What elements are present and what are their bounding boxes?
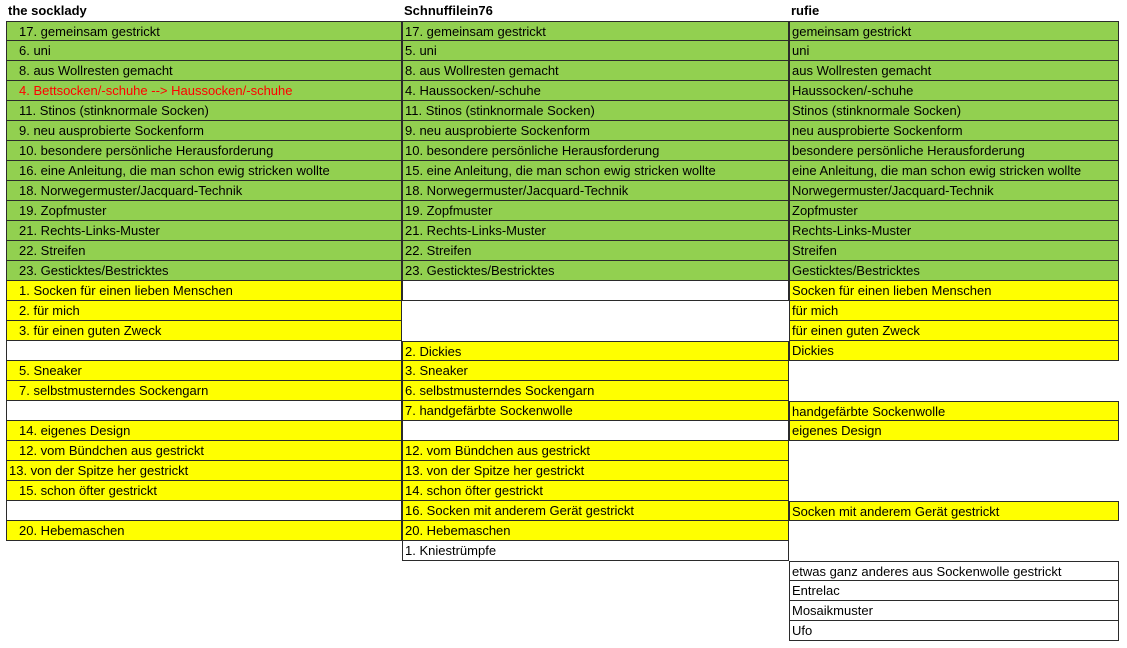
cell-text: 10. besondere persönliche Herausforderung xyxy=(19,143,274,158)
cell-schnuffilein76[interactable] xyxy=(402,201,789,221)
table-row xyxy=(0,341,1127,361)
cell-rufie[interactable] xyxy=(789,421,1119,441)
table-row xyxy=(0,501,1127,521)
cell-rufie[interactable] xyxy=(789,241,1119,261)
cell-text: 1. Socken für einen lieben Menschen xyxy=(19,283,233,298)
table-row xyxy=(0,61,1127,81)
table-row xyxy=(0,601,1127,621)
cell-rufie[interactable] xyxy=(789,521,1119,541)
cell-socklady[interactable] xyxy=(6,621,402,641)
table-row xyxy=(0,321,1127,341)
cell-schnuffilein76[interactable] xyxy=(402,21,789,41)
cell-schnuffilein76[interactable] xyxy=(402,521,789,541)
cell-text: 8. aus Wollresten gemacht xyxy=(405,63,559,78)
cell-socklady[interactable] xyxy=(6,361,402,381)
column-header-socklady[interactable] xyxy=(6,0,402,21)
table-row xyxy=(0,381,1127,401)
cell-socklady[interactable] xyxy=(6,461,402,481)
cell-text: 23. Gesticktes/Bestricktes xyxy=(405,263,555,278)
cell-text: 22. Streifen xyxy=(19,243,86,258)
cell-text: 19. Zopfmuster xyxy=(405,203,493,218)
cell-schnuffilein76[interactable] xyxy=(402,261,789,281)
cell-text: aus Wollresten gemacht xyxy=(792,63,932,78)
header-row xyxy=(0,0,1127,21)
cell-text: 18. Norwegermuster/Jacquard-Technik xyxy=(405,183,629,198)
cell-text: 3. Sneaker xyxy=(405,363,468,378)
table-row xyxy=(0,41,1127,61)
cell-schnuffilein76[interactable] xyxy=(402,481,789,501)
cell-text: Socken für einen lieben Menschen xyxy=(792,283,992,298)
cell-text: Entrelac xyxy=(792,583,840,598)
cell-rufie[interactable] xyxy=(789,161,1119,181)
cell-socklady[interactable] xyxy=(6,401,402,421)
cell-text: 7. selbstmusterndes Sockengarn xyxy=(19,383,209,398)
cell-schnuffilein76[interactable] xyxy=(402,281,789,301)
table-body xyxy=(0,21,1127,641)
cell-socklady[interactable] xyxy=(6,341,402,361)
column-header-label: Schnuffilein76 xyxy=(404,3,493,18)
cell-rufie[interactable] xyxy=(789,481,1119,501)
cell-schnuffilein76[interactable] xyxy=(402,361,789,381)
cell-text: 2. für mich xyxy=(19,303,80,318)
table-row xyxy=(0,201,1127,221)
table-row xyxy=(0,281,1127,301)
cell-text: 9. neu ausprobierte Sockenform xyxy=(19,123,204,138)
cell-socklady[interactable] xyxy=(6,81,402,101)
cell-text: 1. Kniestrümpfe xyxy=(405,543,497,558)
cell-schnuffilein76[interactable] xyxy=(402,461,789,481)
cell-text: eine Anleitung, die man schon ewig stricken wollte xyxy=(792,163,1082,178)
cell-text: 6. selbstmusterndes Sockengarn xyxy=(405,383,595,398)
table-row xyxy=(0,521,1127,541)
cell-schnuffilein76[interactable] xyxy=(402,81,789,101)
cell-text: 12. vom Bündchen aus gestrickt xyxy=(19,443,204,458)
cell-socklady[interactable] xyxy=(6,241,402,261)
column-header-label: the socklady xyxy=(8,3,87,18)
cell-text: 18. Norwegermuster/Jacquard-Technik xyxy=(19,183,243,198)
cell-schnuffilein76[interactable] xyxy=(402,181,789,201)
cell-schnuffilein76[interactable] xyxy=(402,121,789,141)
cell-text: Gesticktes/Bestricktes xyxy=(792,263,920,278)
cell-socklady[interactable] xyxy=(6,161,402,181)
cell-text: 22. Streifen xyxy=(405,243,472,258)
cell-schnuffilein76[interactable] xyxy=(402,341,789,361)
cell-text: 9. neu ausprobierte Sockenform xyxy=(405,123,590,138)
cell-socklady[interactable] xyxy=(6,601,402,621)
cell-socklady[interactable] xyxy=(6,501,402,521)
cell-schnuffilein76[interactable] xyxy=(402,41,789,61)
cell-rufie[interactable] xyxy=(789,401,1119,421)
cell-text: 20. Hebemaschen xyxy=(405,523,511,538)
cell-socklady[interactable] xyxy=(6,561,402,581)
cell-text: besondere persönliche Herausforderung xyxy=(792,143,1025,158)
cell-text: 21. Rechts-Links-Muster xyxy=(405,223,546,238)
cell-schnuffilein76[interactable] xyxy=(402,221,789,241)
cell-text: 5. Sneaker xyxy=(19,363,82,378)
cell-text: 20. Hebemaschen xyxy=(19,523,125,538)
cell-text: Haussocken/-schuhe xyxy=(792,83,914,98)
cell-text: 7. handgefärbte Sockenwolle xyxy=(405,403,573,418)
cell-rufie[interactable] xyxy=(789,261,1119,281)
table-row xyxy=(0,241,1127,261)
cell-rufie[interactable] xyxy=(789,561,1119,581)
cell-socklady[interactable] xyxy=(6,541,402,561)
cell-schnuffilein76[interactable] xyxy=(402,501,789,521)
cell-socklady[interactable] xyxy=(6,181,402,201)
cell-text: 11. Stinos (stinknormale Socken) xyxy=(19,103,209,118)
cell-text: 13. von der Spitze her gestrickt xyxy=(405,463,585,478)
cell-text: etwas ganz anderes aus Sockenwolle gestrickt xyxy=(792,564,1062,579)
cell-text: Rechts-Links-Muster xyxy=(792,223,912,238)
table-row xyxy=(0,421,1127,441)
cell-schnuffilein76[interactable] xyxy=(402,601,789,621)
cell-text: 14. schon öfter gestrickt xyxy=(405,483,544,498)
cell-text: 2. Dickies xyxy=(405,344,462,359)
cell-text: Ufo xyxy=(792,623,813,638)
cell-schnuffilein76[interactable] xyxy=(402,141,789,161)
cell-rufie[interactable] xyxy=(789,541,1119,561)
table-row xyxy=(0,561,1127,581)
cell-rufie[interactable] xyxy=(789,301,1119,321)
cell-schnuffilein76[interactable] xyxy=(402,161,789,181)
cell-rufie[interactable] xyxy=(789,581,1119,601)
cell-socklady[interactable] xyxy=(6,381,402,401)
cell-text: 15. schon öfter gestrickt xyxy=(19,483,158,498)
cell-schnuffilein76[interactable] xyxy=(402,581,789,601)
cell-socklady[interactable] xyxy=(6,121,402,141)
table-row xyxy=(0,541,1127,561)
cell-text: 17. gemeinsam gestrickt xyxy=(405,24,546,39)
cell-text: 4. Haussocken/-schuhe xyxy=(405,83,541,98)
cell-text: handgefärbte Sockenwolle xyxy=(792,404,946,419)
table-row xyxy=(0,401,1127,421)
cell-socklady[interactable] xyxy=(6,221,402,241)
cell-rufie[interactable] xyxy=(789,281,1119,301)
cell-text: 11. Stinos (stinknormale Socken) xyxy=(405,103,595,118)
cell-socklady[interactable] xyxy=(6,301,402,321)
cell-rufie[interactable] xyxy=(789,81,1119,101)
cell-text: 13. von der Spitze her gestrickt xyxy=(9,463,189,478)
cell-text: Stinos (stinknormale Socken) xyxy=(792,103,962,118)
cell-text: gemeinsam gestrickt xyxy=(792,24,912,39)
table-row xyxy=(0,581,1127,601)
cell-rufie[interactable] xyxy=(789,141,1119,161)
cell-text: 15. eine Anleitung, die man schon ewig stricken wollte xyxy=(405,163,716,178)
cell-rufie[interactable] xyxy=(789,621,1119,641)
cell-socklady[interactable] xyxy=(6,421,402,441)
cell-text: 10. besondere persönliche Herausforderung xyxy=(405,143,660,158)
cell-rufie[interactable] xyxy=(789,221,1119,241)
cell-text: neu ausprobierte Sockenform xyxy=(792,123,963,138)
cell-schnuffilein76[interactable] xyxy=(402,541,789,561)
table-row xyxy=(0,461,1127,481)
cell-schnuffilein76[interactable] xyxy=(402,401,789,421)
cell-socklady[interactable] xyxy=(6,41,402,61)
table-row xyxy=(0,441,1127,461)
cell-text: Dickies xyxy=(792,343,834,358)
column-header-label: rufie xyxy=(791,3,820,18)
cell-text: 4. Bettsocken/-schuhe --> Haussocken/-schuhe xyxy=(19,83,293,98)
table-row xyxy=(0,301,1127,321)
cell-socklady[interactable] xyxy=(6,61,402,81)
cell-text: 5. uni xyxy=(405,43,437,58)
cell-text: 3. für einen guten Zweck xyxy=(19,323,162,338)
cell-rufie[interactable] xyxy=(789,121,1119,141)
table-row xyxy=(0,481,1127,501)
table-row xyxy=(0,361,1127,381)
cell-rufie[interactable] xyxy=(789,21,1119,41)
cell-schnuffilein76[interactable] xyxy=(402,241,789,261)
cell-text: Norwegermuster/Jacquard-Technik xyxy=(792,183,994,198)
cell-text: 14. eigenes Design xyxy=(19,423,131,438)
cell-rufie[interactable] xyxy=(789,61,1119,81)
cell-socklady[interactable] xyxy=(6,141,402,161)
cell-text: 8. aus Wollresten gemacht xyxy=(19,63,173,78)
cell-text: Socken mit anderem Gerät gestrickt xyxy=(792,504,1000,519)
cell-text: 21. Rechts-Links-Muster xyxy=(19,223,160,238)
cell-rufie[interactable] xyxy=(789,101,1119,121)
table-row xyxy=(0,181,1127,201)
cell-socklady[interactable] xyxy=(6,201,402,221)
table-row xyxy=(0,21,1127,41)
cell-text: 6. uni xyxy=(19,43,51,58)
cell-rufie[interactable] xyxy=(789,361,1119,381)
table-row xyxy=(0,121,1127,141)
cell-socklady[interactable] xyxy=(6,521,402,541)
cell-text: 17. gemeinsam gestrickt xyxy=(19,24,160,39)
cell-text: Streifen xyxy=(792,243,837,258)
cell-socklady[interactable] xyxy=(6,441,402,461)
cell-socklady[interactable] xyxy=(6,261,402,281)
cell-rufie[interactable] xyxy=(789,41,1119,61)
column-header-rufie[interactable] xyxy=(789,0,1119,21)
cell-schnuffilein76[interactable] xyxy=(402,61,789,81)
cell-text: uni xyxy=(792,43,810,58)
cell-rufie[interactable] xyxy=(789,461,1119,481)
cell-socklady[interactable] xyxy=(6,581,402,601)
cell-rufie[interactable] xyxy=(789,341,1119,361)
cell-schnuffilein76[interactable] xyxy=(402,301,789,321)
cell-text: 16. Socken mit anderem Gerät gestrickt xyxy=(405,503,635,518)
cell-socklady[interactable] xyxy=(6,321,402,341)
cell-rufie[interactable] xyxy=(789,441,1119,461)
cell-text: 19. Zopfmuster xyxy=(19,203,107,218)
cell-text: 16. eine Anleitung, die man schon ewig stricken wollte xyxy=(19,163,330,178)
cell-socklady[interactable] xyxy=(6,481,402,501)
cell-text: eigenes Design xyxy=(792,423,882,438)
cell-text: Mosaikmuster xyxy=(792,603,873,618)
cell-rufie[interactable] xyxy=(789,201,1119,221)
table-row xyxy=(0,141,1127,161)
column-header-schnuffilein76[interactable] xyxy=(402,0,789,21)
cell-socklady[interactable] xyxy=(6,281,402,301)
cell-socklady[interactable] xyxy=(6,101,402,121)
table-row xyxy=(0,101,1127,121)
cell-text: für einen guten Zweck xyxy=(792,323,920,338)
cell-schnuffilein76[interactable] xyxy=(402,101,789,121)
table-row xyxy=(0,81,1127,101)
cell-rufie[interactable] xyxy=(789,381,1119,401)
table-row xyxy=(0,161,1127,181)
cell-rufie[interactable] xyxy=(789,181,1119,201)
cell-text: für mich xyxy=(792,303,839,318)
cell-schnuffilein76[interactable] xyxy=(402,441,789,461)
cell-schnuffilein76[interactable] xyxy=(402,421,789,441)
cell-schnuffilein76[interactable] xyxy=(402,381,789,401)
cell-rufie[interactable] xyxy=(789,601,1119,621)
cell-socklady[interactable] xyxy=(6,21,402,41)
cell-rufie[interactable] xyxy=(789,321,1119,341)
cell-text: 23. Gesticktes/Bestricktes xyxy=(19,263,169,278)
cell-schnuffilein76[interactable] xyxy=(402,621,789,641)
cell-rufie[interactable] xyxy=(789,501,1119,521)
table-row xyxy=(0,261,1127,281)
table-row xyxy=(0,621,1127,641)
cell-text: 12. vom Bündchen aus gestrickt xyxy=(405,443,590,458)
cell-text: Zopfmuster xyxy=(792,203,858,218)
cell-schnuffilein76[interactable] xyxy=(402,561,789,581)
cell-schnuffilein76[interactable] xyxy=(402,321,789,341)
table-row xyxy=(0,221,1127,241)
